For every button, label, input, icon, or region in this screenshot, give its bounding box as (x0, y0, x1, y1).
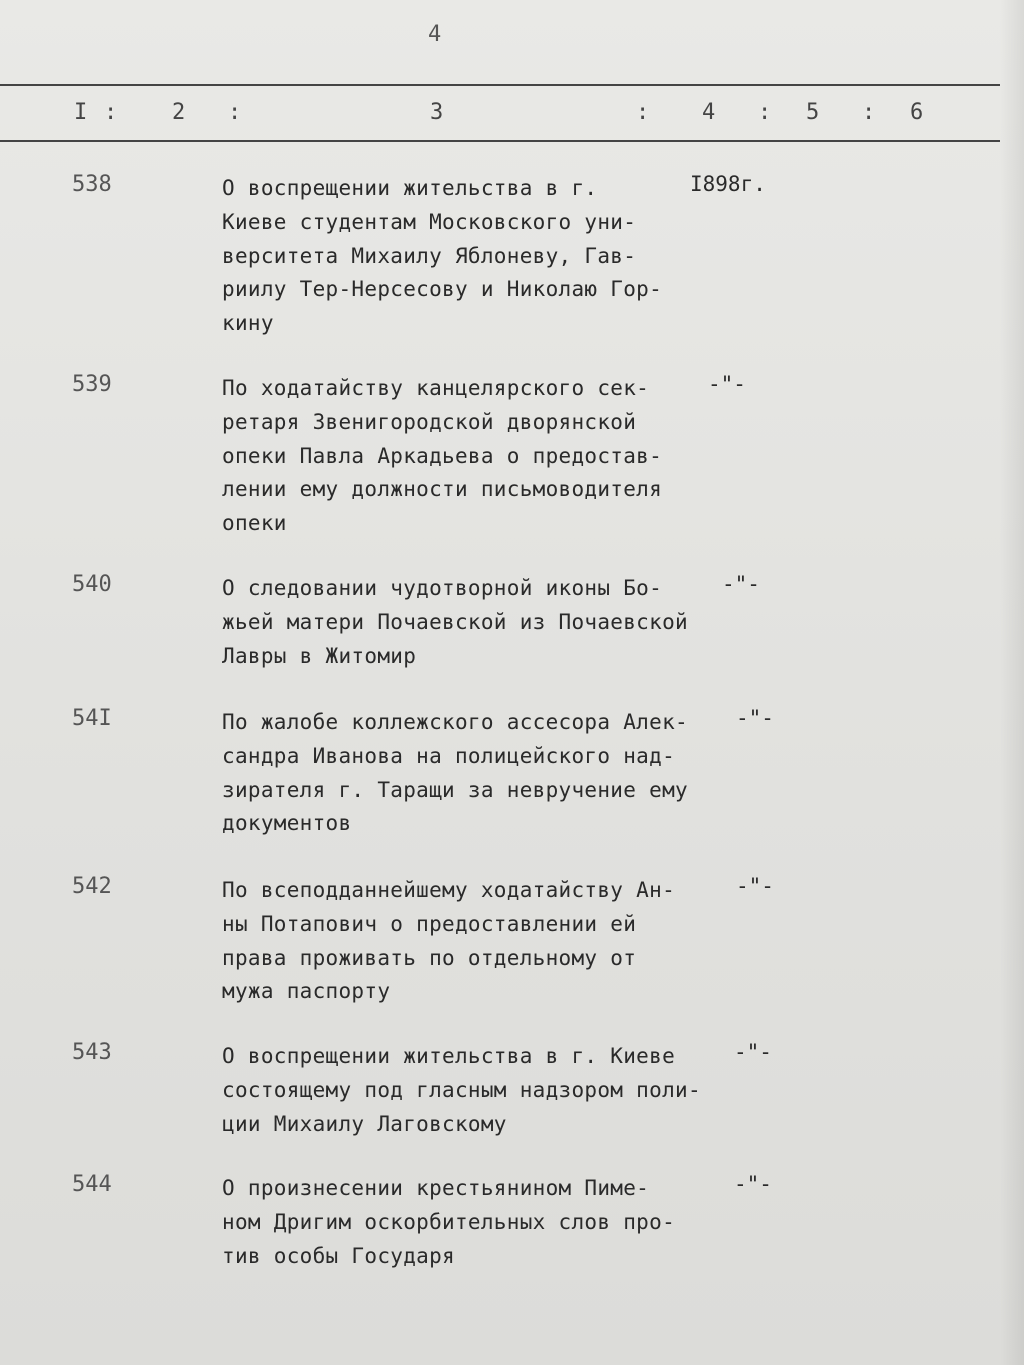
entry-date: -"- (722, 572, 760, 596)
entry-line: О воспрещении жительства в г. (222, 176, 598, 200)
entry-number: 542 (72, 874, 112, 899)
entry-line: ном Дригим оскорбительных слов про- (222, 1209, 676, 1234)
entry-description (222, 372, 742, 541)
entry-line: О следовании чудотворной иконы Бо- (222, 576, 663, 600)
column-separator: : (636, 100, 650, 125)
entry-line: тив особы Государя (222, 1243, 455, 1268)
column-separator: : (758, 100, 772, 125)
entry-description (222, 1172, 742, 1273)
entry-number: 539 (72, 372, 112, 397)
entry-date: -"- (734, 1172, 772, 1196)
entry-line: ретаря Звенигородской дворянской (222, 409, 637, 434)
column-separator: : (862, 100, 876, 125)
header-bottom-rule (0, 140, 1000, 142)
entry-line: По ходатайству канцелярского сек- (222, 376, 650, 400)
entry-line: По жалобе коллежского ассесора Алек- (222, 710, 688, 734)
entry-line: опеки (222, 511, 287, 536)
entry-line: права проживать по отдельному от (222, 945, 637, 970)
entry-line: По всеподданнейшему ходатайству Ан- (222, 878, 676, 902)
entry-description (222, 572, 742, 673)
entry-line: Лавры в Житомир (222, 643, 417, 668)
entry-line: О воспрещении жительства в г. Киеве (222, 1044, 676, 1068)
entry-date: I898г. (690, 172, 766, 196)
entry-line: О произнесении крестьянином Пиме- (222, 1176, 650, 1200)
entry-line: риилу Тер-Нерсесову и Николаю Гор- (222, 277, 663, 302)
entry-number: 544 (72, 1172, 112, 1197)
entry-line: документов (222, 811, 352, 836)
entry-number: 540 (72, 572, 112, 597)
entry-line: опеки Павла Аркадьева о предостав- (222, 443, 663, 468)
entry-line: зирателя г. Таращи за невручение ему (222, 777, 688, 802)
entry-line: ны Потапович о предоставлении ей (222, 911, 637, 936)
entry-line: мужа паспорту (222, 979, 391, 1004)
column-header-3: 3 (430, 100, 444, 125)
entry-description (222, 874, 742, 1009)
page-number: 4 (428, 22, 442, 47)
entry-line: ции Михаилу Лаговскому (222, 1111, 507, 1136)
entry-date: -"- (708, 372, 746, 396)
entry-date: -"- (734, 1040, 772, 1064)
entry-line: состоящему под гласным надзором поли- (222, 1077, 701, 1102)
entry-number: 54I (72, 706, 112, 731)
column-header-5: 5 (806, 100, 820, 125)
entry-date: -"- (736, 874, 774, 898)
entry-description (222, 1040, 742, 1141)
entry-line: лении ему должности письмоводителя (222, 477, 663, 502)
column-separator: : (104, 100, 118, 125)
page-edge-shadow (1000, 0, 1024, 1365)
entry-number: 543 (72, 1040, 112, 1065)
entry-date: -"- (736, 706, 774, 730)
column-header-2: 2 (172, 100, 186, 125)
entry-line: жьей матери Почаевской из Почаевской (222, 609, 688, 634)
entry-description (222, 706, 742, 841)
entry-description (222, 172, 742, 341)
entry-line: сандра Иванова на полицейского над- (222, 743, 676, 768)
entry-line: кину (222, 311, 274, 336)
column-header-4: 4 (702, 100, 716, 125)
entry-line: верситета Михаилу Яблоневу, Гав- (222, 243, 637, 268)
column-separator: : (228, 100, 242, 125)
header-top-rule (0, 84, 1000, 86)
entry-number: 538 (72, 172, 112, 197)
entry-line: Киеве студентам Московского уни- (222, 209, 637, 234)
column-header-1: I (74, 100, 88, 125)
column-header-6: 6 (910, 100, 924, 125)
